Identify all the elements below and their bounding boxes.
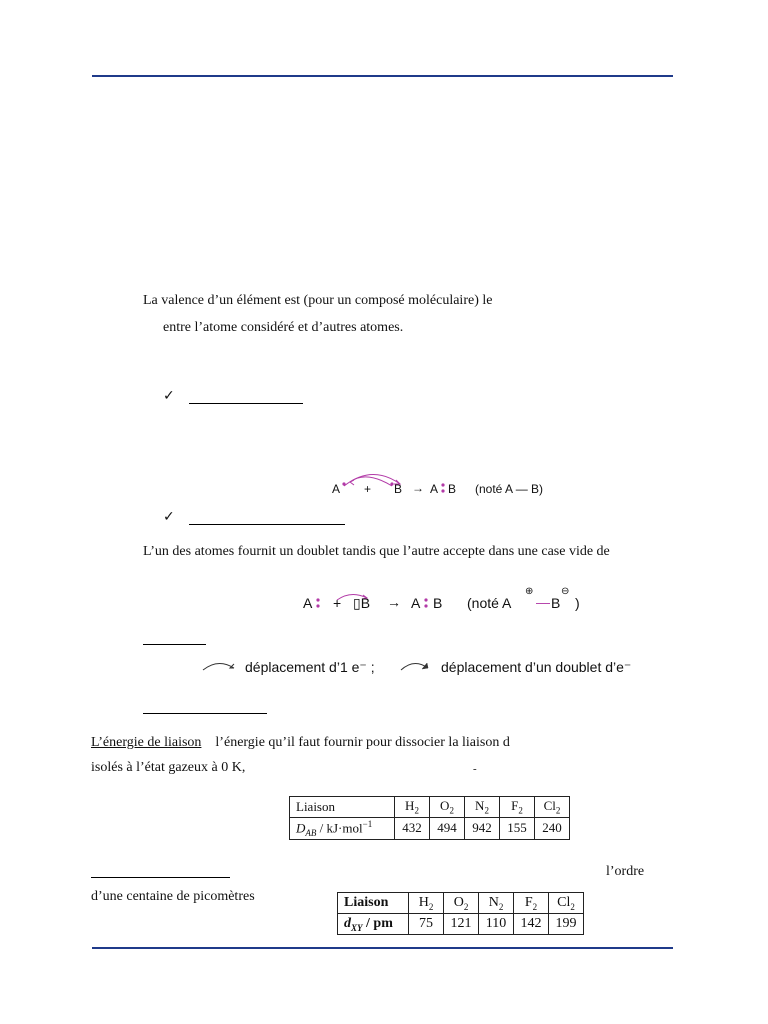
note-open: (noté A [467,595,512,611]
valence-line-2: entre l’atome considéré et d’autres atomes. [163,320,404,335]
table-cell: 199 [549,914,584,935]
negative-charge-icon: ⊖ [561,586,570,597]
positive-charge-icon: ⊕ [525,586,534,597]
plus-sign: + [364,482,372,496]
table-header-cell: $O_2$ [444,893,479,914]
product-a: A [430,482,439,496]
table-cell: 110 [479,914,514,935]
note-b: B [551,595,561,611]
note-close: ) [575,595,580,611]
table-header-cell: $Cl_2$ [549,893,584,914]
table-cell: 75 [409,914,444,935]
blank-heading-dative [189,524,345,525]
bonding-pair-icon [441,482,445,494]
legend-doublet: déplacement d’un doublet d’e⁻ [441,659,632,675]
table-header-cell: $N_2$ [465,797,500,818]
header-rule [92,75,673,77]
table-header-cell: $F_2$ [514,893,549,914]
table-cell: 240 [535,817,570,839]
electron-dot-icon [342,482,346,486]
dative-text: L’un des atomes fournit un doublet tandis que l’autre accepte dans une case vide de [143,544,610,559]
energy-line-1 [91,735,510,751]
table-cell: 942 [465,817,500,839]
stray-mark: - [473,763,477,775]
valence-line-1: La valence d’un élément est (pour un composé moléculaire) le [143,293,493,308]
reaction-arrow: → [387,594,401,610]
blank-heading-bond-characteristics [143,713,267,714]
table-row-label: $D_{AB} / kJ\cdot mol^{-1}$ [290,817,395,839]
table-row [290,797,570,818]
table-header-cell: $F_2$ [500,797,535,818]
lone-pair-icon [316,597,320,609]
bonding-pair-icon [424,597,428,609]
table-cell: 432 [395,817,430,839]
bond-energy-table [289,796,570,840]
table-header-label: Liaison [338,893,409,914]
checkmark-icon: ✓ [163,388,175,404]
bond-notation: (noté A — B) [475,482,544,496]
table-row [338,893,584,914]
covalent-scheme [330,468,560,500]
atom-b-with-vacancy: ▯B [353,595,371,611]
atom-a: A [332,482,341,496]
blank-heading-covalent [189,403,303,404]
table-header-cell: $H_2$ [395,797,430,818]
product-b: B [448,482,457,496]
energy-term: L’énergie de liaison [91,735,202,750]
bond-dash: — [536,594,550,610]
table-cell: 142 [514,914,549,935]
product-a: A [411,595,421,611]
bond-length-table [337,892,584,935]
table-header-cell: $Cl_2$ [535,797,570,818]
single-electron-arrow-icon [200,659,240,673]
table-cell: 494 [430,817,465,839]
table-header-label: Liaison [290,797,395,818]
atom-b: B [394,482,403,496]
atom-a: A [303,595,313,611]
energy-line-2: isolés à l’état gazeux à 0 K, [91,760,246,775]
reaction-arrow: → [412,481,424,495]
electron-arrows-icon [332,468,422,490]
doublet-arrow-icon [398,659,434,673]
checkmark-icon: ✓ [163,509,175,525]
footer-rule [92,947,673,949]
table-header-cell: $N_2$ [479,893,514,914]
table-row [338,914,584,935]
table-row [290,817,570,839]
plus-sign: + [333,595,342,611]
energy-line-1-rest: l’énergie qu’il faut fournir pour dissocier la liaison d [215,735,510,750]
product-b: B [433,595,443,611]
table-row-label: $d_{XY}$ / pm [338,914,409,935]
length-line-2: d’une centaine de picomètres [91,889,255,904]
blank-heading-bond-length [91,877,230,878]
table-cell: 121 [444,914,479,935]
table-header-cell: $O_2$ [430,797,465,818]
blank-heading-notation [143,644,206,645]
legend-one-electron: déplacement d’1 e⁻ ; [245,659,375,675]
dative-scheme [303,588,583,618]
table-cell: 155 [500,817,535,839]
table-header-cell: $H_2$ [409,893,444,914]
length-right-text: l’ordre [606,864,645,879]
